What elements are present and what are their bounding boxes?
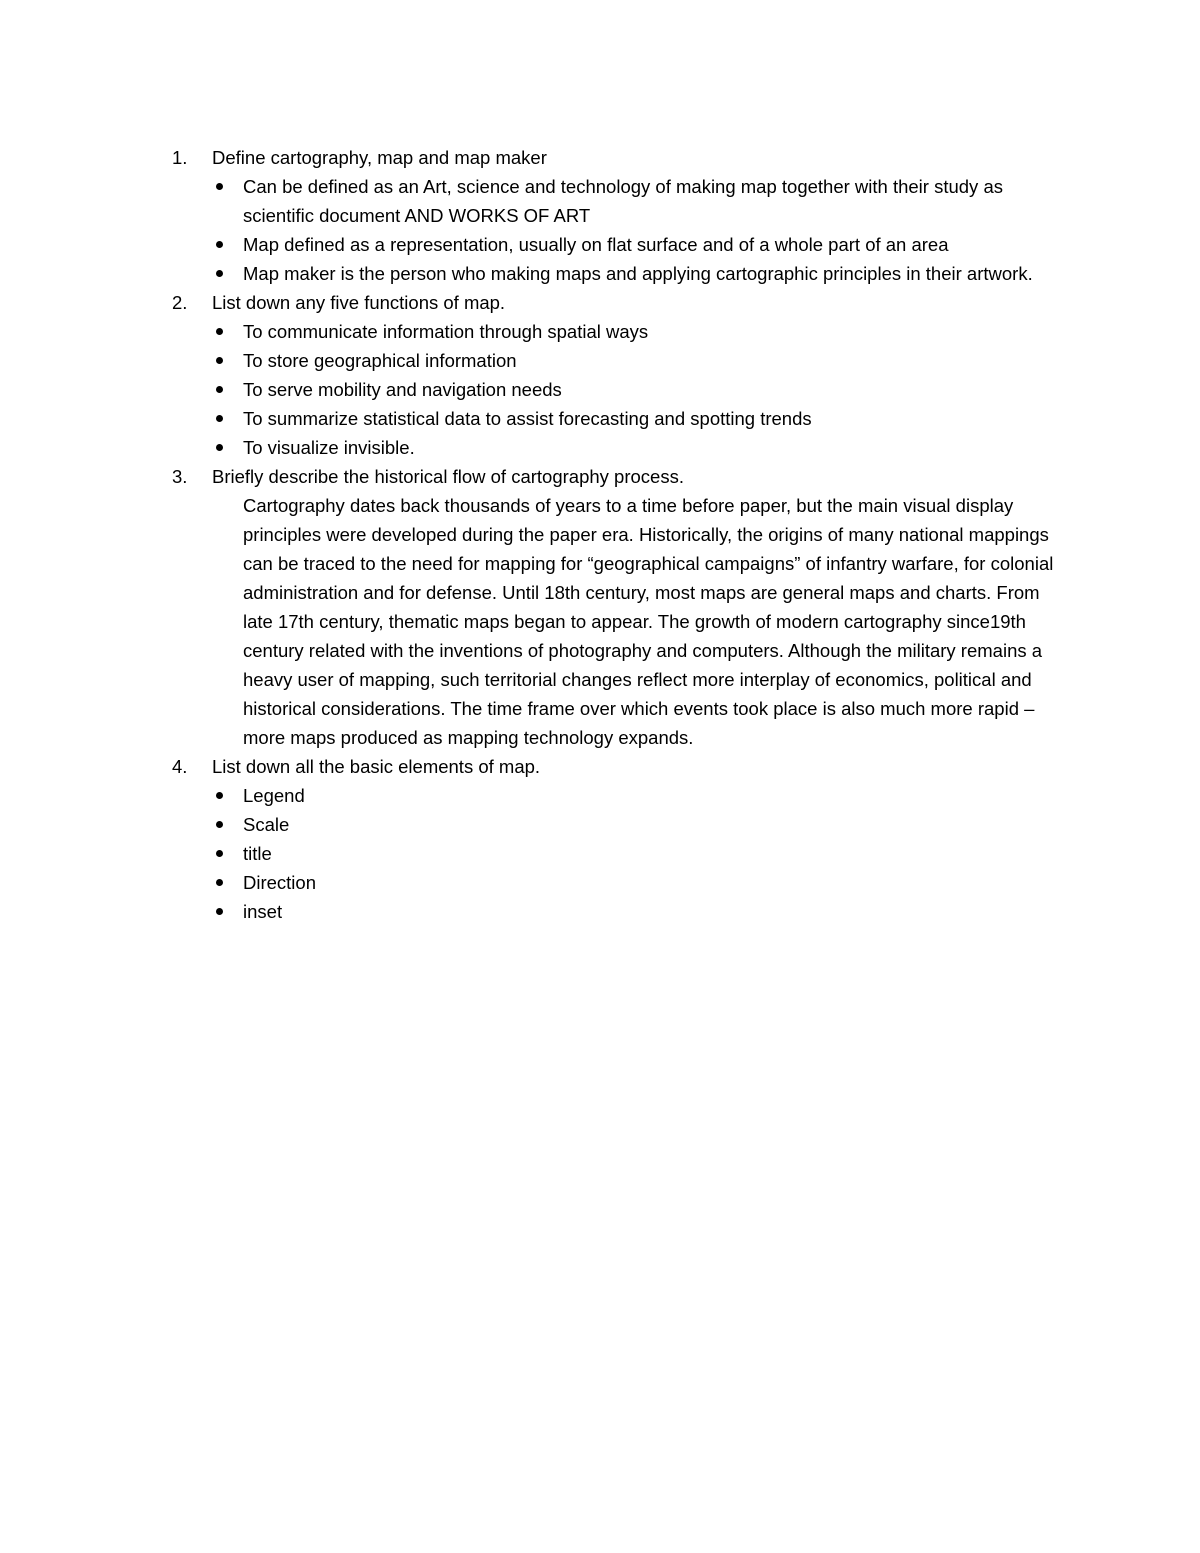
question-4-number: 4. <box>172 756 188 777</box>
answer-text: Can be defined as an Art, science and technology of making map together with their study as scientific document AND WORKS OF ART <box>243 176 1003 226</box>
answer-text: To communicate information through spatial ways <box>243 321 649 342</box>
question-2-text: List down any five functions of map. <box>212 292 506 313</box>
question-4 <box>172 752 1072 781</box>
question-1-answers <box>172 172 1072 288</box>
answer-text: inset <box>243 901 283 922</box>
answer-bullet <box>172 317 1072 346</box>
answer-text: Map maker is the person who making maps and applying cartographic principles in their artwork. <box>243 263 1033 284</box>
bullet-dot-icon <box>216 821 223 828</box>
bullet-dot-icon <box>216 792 223 799</box>
bullet-dot-icon <box>216 879 223 886</box>
answer-text: To visualize invisible. <box>243 437 415 458</box>
bullet-dot-icon <box>216 444 223 451</box>
question-1-number: 1. <box>172 147 188 168</box>
bullet-dot-icon <box>216 386 223 393</box>
question-2 <box>172 288 1072 317</box>
bullet-dot-icon <box>216 241 223 248</box>
answer-bullet <box>172 897 1072 926</box>
bullet-dot-icon <box>216 357 223 364</box>
question-3-answer-paragraph: Cartography dates back thousands of years to a time before paper, but the main visual display principles were developed during the paper era. Historically, the origins of many national mappings can be traced to the need for mapping for “geographical campaigns” of infantry warfare, for colonial administration and for defense. Until 18th century, most maps are general maps and charts. From late 17th century, thematic maps began to appear. The growth of modern cartography since19th century related with the inventions of photography and computers. Although the military remains a heavy user of mapping, such territorial changes reflect more interplay of economics, political and historical considerations. The time frame over which events took place is also much more rapid – more maps produced as mapping technology expands. <box>243 495 1054 748</box>
answer-bullet <box>172 375 1072 404</box>
answer-bullet <box>172 433 1072 462</box>
answer-text: To serve mobility and navigation needs <box>243 379 562 400</box>
answer-bullet <box>172 839 1072 868</box>
answer-bullet <box>172 346 1072 375</box>
question-2-number: 2. <box>172 292 188 313</box>
answer-text: To summarize statistical data to assist forecasting and spotting trends <box>243 408 812 429</box>
answer-text: Map defined as a representation, usually on flat surface and of a whole part of an area <box>243 234 949 255</box>
question-3-text: Briefly describe the historical flow of cartography process. <box>212 466 684 487</box>
question-1 <box>172 143 1072 172</box>
bullet-dot-icon <box>216 270 223 277</box>
question-3-number: 3. <box>172 466 188 487</box>
answer-bullet <box>172 404 1072 433</box>
bullet-dot-icon <box>216 850 223 857</box>
answer-bullet <box>172 172 1072 230</box>
question-1-text: Define cartography, map and map maker <box>212 147 547 168</box>
question-4-text: List down all the basic elements of map. <box>212 756 541 777</box>
question-2-answers <box>172 317 1072 462</box>
answer-bullet <box>172 230 1072 259</box>
bullet-dot-icon <box>216 183 223 190</box>
question-4-answers <box>172 781 1072 926</box>
answer-text: Legend <box>243 785 305 806</box>
bullet-dot-icon <box>216 328 223 335</box>
question-3 <box>172 462 1072 491</box>
document-body <box>172 143 1072 926</box>
answer-bullet <box>172 810 1072 839</box>
bullet-dot-icon <box>216 908 223 915</box>
answer-text: Direction <box>243 872 316 893</box>
bullet-dot-icon <box>216 415 223 422</box>
answer-bullet <box>172 868 1072 897</box>
answer-text: To store geographical information <box>243 350 517 371</box>
answer-bullet <box>172 259 1072 288</box>
answer-text: Scale <box>243 814 290 835</box>
answer-bullet <box>172 781 1072 810</box>
answer-text: title <box>243 843 272 864</box>
